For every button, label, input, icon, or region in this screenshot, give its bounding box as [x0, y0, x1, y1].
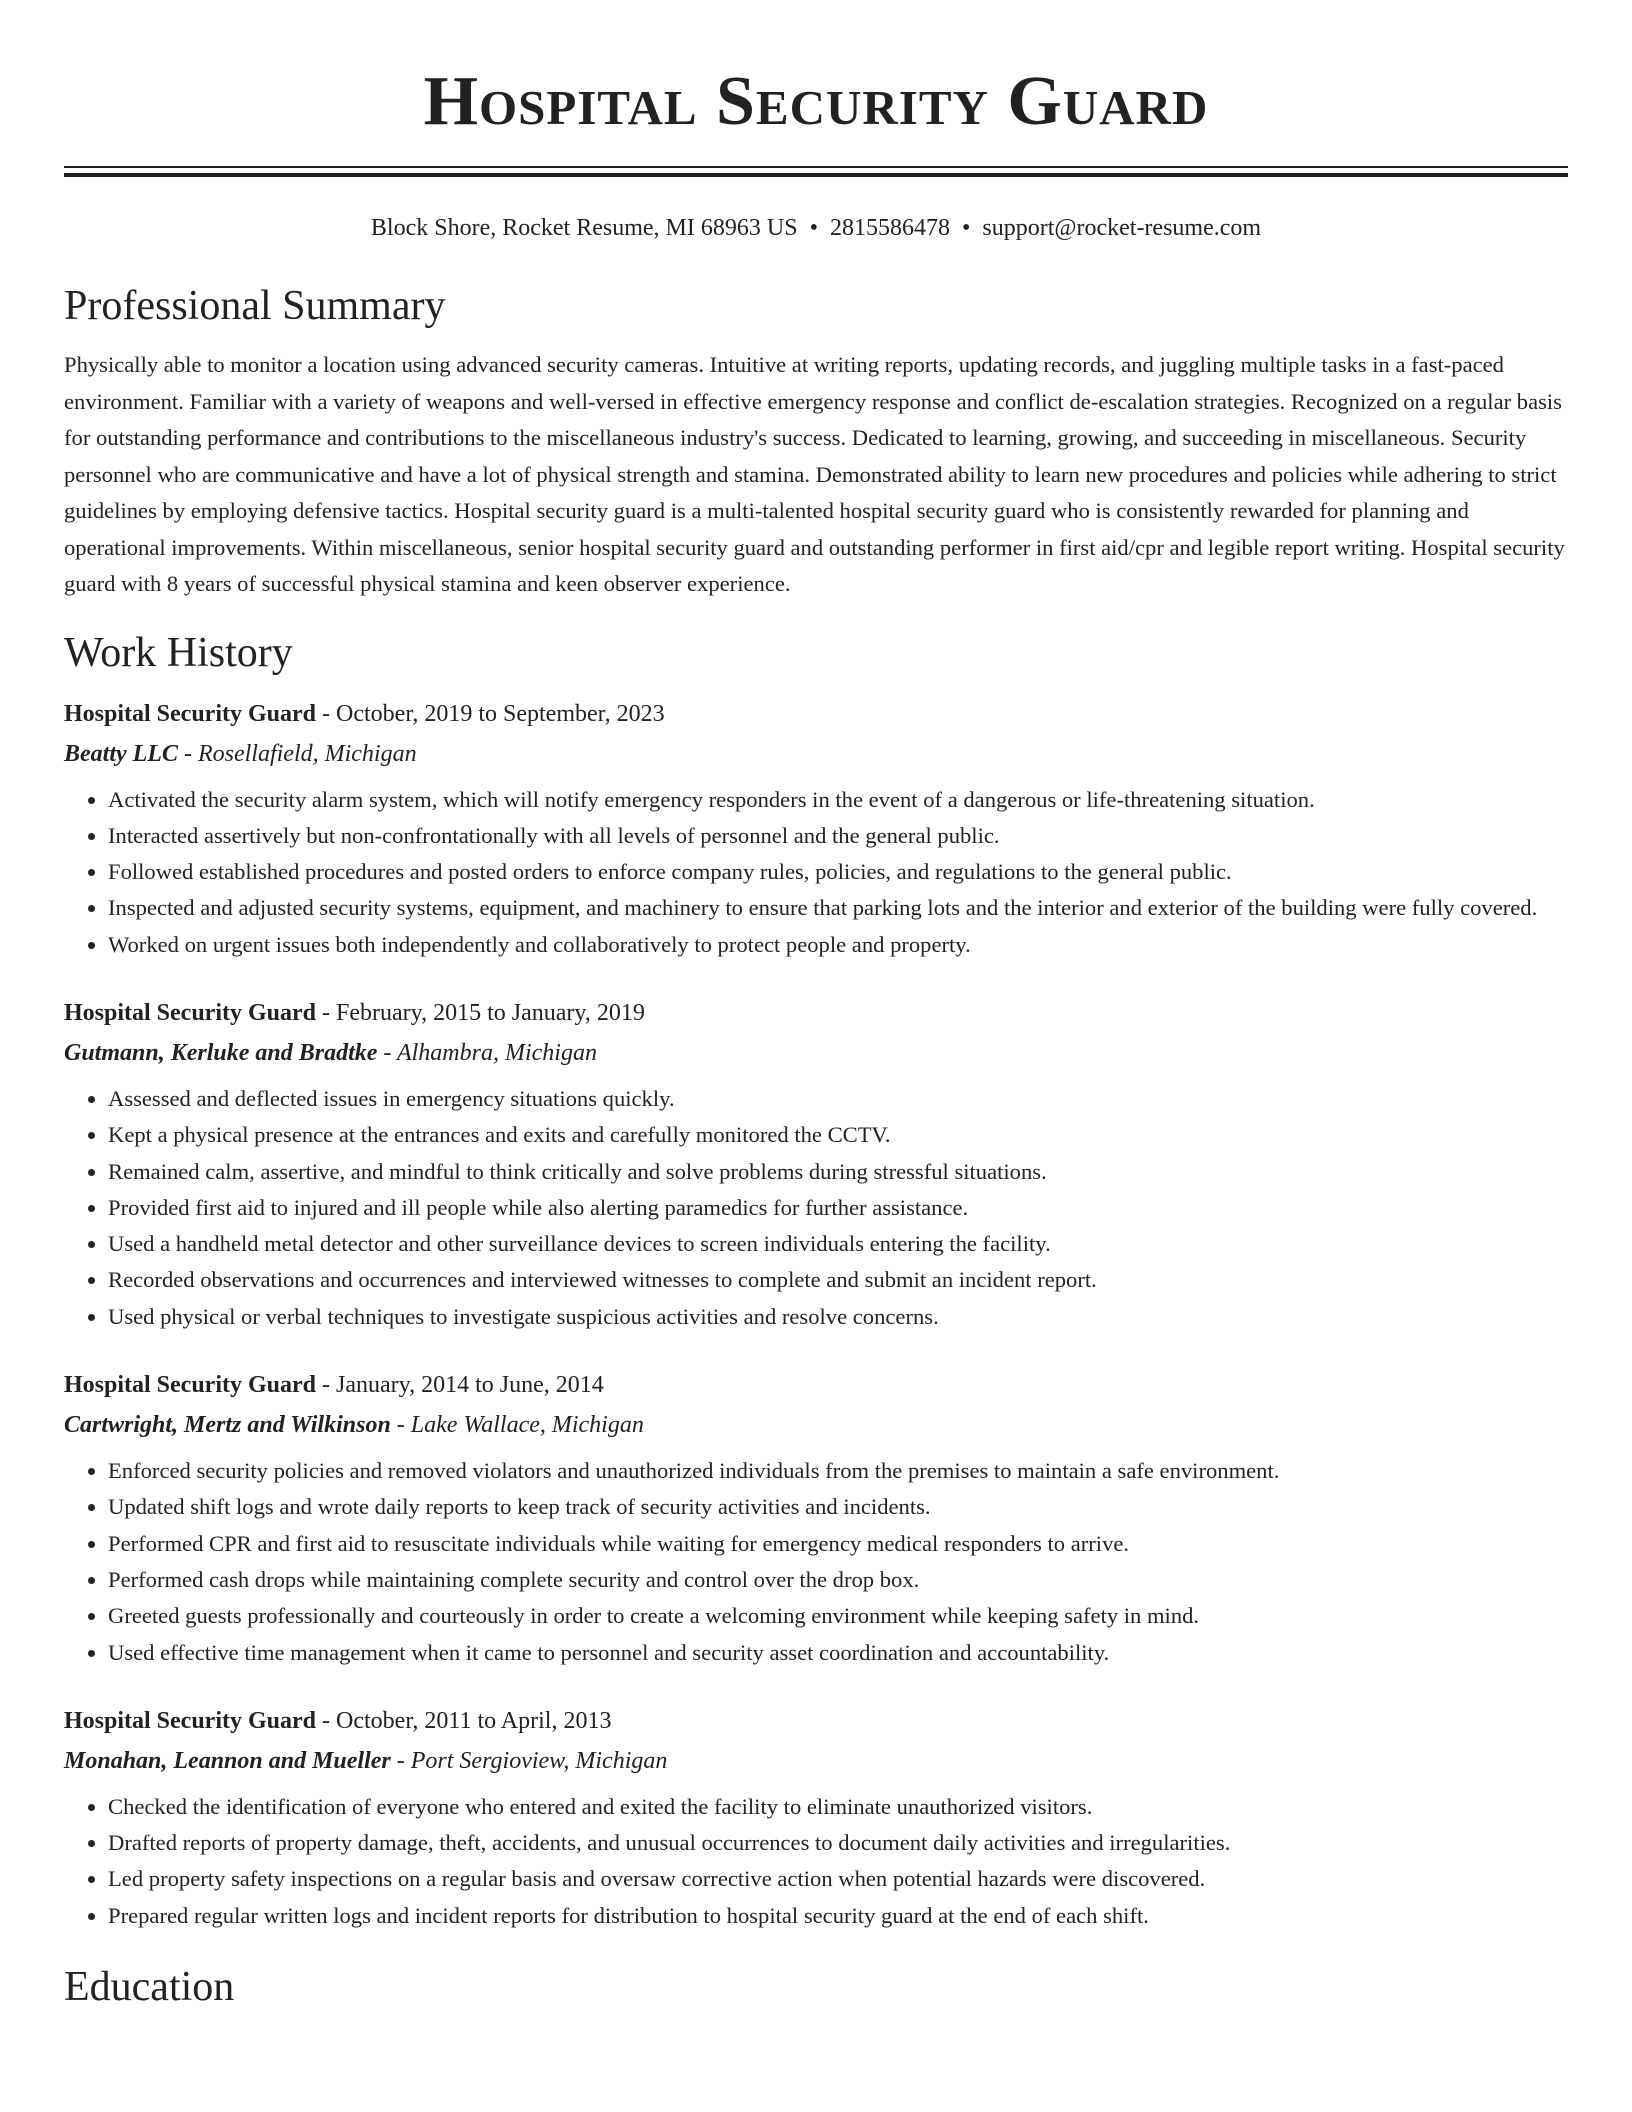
job-entry: [64, 1365, 1568, 1671]
duty-item: • Greeted guests professionally and courteously in order to create a welcoming environment while keeping safety in mind.: [108, 1598, 1568, 1634]
duty-item: • Remained calm, assertive, and mindful to think critically and solve problems during stressful situations.: [108, 1154, 1568, 1190]
duty-item: • Prepared regular written logs and incident reports for distribution to hospital security guard at the end of each shift.: [108, 1898, 1568, 1934]
contact-separator: •: [809, 215, 818, 241]
job-company: Beatty LLC: [64, 740, 178, 767]
duty-item: • Used physical or verbal techniques to investigate suspicious activities and resolve concerns.: [108, 1299, 1568, 1335]
duty-item: • Assessed and deflected issues in emergency situations quickly.: [108, 1081, 1568, 1117]
job-header: [64, 1701, 1568, 1741]
job-location: - Port Sergioview, Michigan: [390, 1747, 668, 1774]
job-employer: [64, 1741, 1568, 1781]
job-entry: [64, 694, 1568, 963]
contact-separator: •: [961, 215, 971, 241]
duty-item: • Enforced security policies and removed violators and unauthorized individuals from the premises to maintain a safe environment.: [108, 1453, 1568, 1489]
job-location: - Alhambra, Michigan: [377, 1039, 597, 1066]
job-role: Hospital Security Guard: [64, 1707, 317, 1734]
job-company: Cartwright, Mertz and Wilkinson: [64, 1412, 391, 1439]
duty-item: • Worked on urgent issues both independently and collaboratively to protect people and property.: [108, 927, 1568, 963]
job-company: Monahan, Leannon and Mueller: [64, 1747, 391, 1774]
job-location: - Rosellafield, Michigan: [177, 740, 417, 767]
job-role: Hospital Security Guard: [64, 700, 317, 727]
education-heading: Education: [64, 1964, 235, 2011]
duty-item: • Kept a physical presence at the entrances and exits and carefully monitored the CCTV.: [108, 1117, 1568, 1153]
summary-text: Physically able to monitor a location using advanced security cameras. Intuitive at writing reports, updating records, and juggling multiple tasks in a fast-paced environment. Familiar with a variety of weapons and well-versed in effective emergency response and conflict de-escalation strategies. Recognized on a regular basis for outstanding performance and contributions to the miscellaneous industry's success. Dedicated to learning, growing, and succeeding in miscellaneous. Security personnel who are communicative and have a lot of physical strength and stamina. Demonstrated ability to learn new procedures and policies while adhering to strict guidelines by employing defensive tactics. Hospital security guard is a multi-talented hospital security guard who is consistently rewarded for planning and operational improvements. Within miscellaneous, senior hospital security guard and outstanding performer in first aid/cpr and legible report writing. Hospital security guard with 8 years of successful physical stamina and keen observer experience.: [64, 352, 1565, 596]
job-duties: [64, 1453, 1568, 1671]
job-dates: - October, 2011 to April, 2013: [316, 1707, 612, 1734]
job-company: Gutmann, Kerluke and Bradtke: [64, 1039, 378, 1066]
duty-item: • Drafted reports of property damage, theft, accidents, and unusual occurrences to document daily activities and irregularities.: [108, 1825, 1568, 1861]
contact-line: [64, 213, 1568, 243]
job-dates: - February, 2015 to January, 2019: [316, 999, 645, 1026]
job-duties: [64, 782, 1568, 963]
resume-title: Hospital Security Guard: [423, 63, 1209, 140]
job-dates: - October, 2019 to September, 2023: [316, 700, 665, 727]
job-duties: [64, 1081, 1568, 1335]
duty-item: • Used a handheld metal detector and other surveillance devices to screen individuals entering the facility.: [108, 1226, 1568, 1262]
job-header: [64, 1365, 1568, 1405]
duty-item: • Activated the security alarm system, which will notify emergency responders in the event of a dangerous or life-threatening situation.: [108, 782, 1568, 818]
duty-item: • Updated shift logs and wrote daily reports to keep track of security activities and incidents.: [108, 1489, 1568, 1525]
duty-item: • Performed cash drops while maintaining complete security and control over the drop box.: [108, 1562, 1568, 1598]
duty-item: • Followed established procedures and posted orders to enforce company rules, policies, and regulations to the general public.: [108, 854, 1568, 890]
title-divider: [64, 166, 1568, 177]
duty-item: • Recorded observations and occurrences and interviewed witnesses to complete and submit an incident report.: [108, 1262, 1568, 1298]
contact-address: Block Shore, Rocket Resume, MI 68963 US: [370, 215, 798, 241]
duty-item: • Provided first aid to injured and ill people while also alerting paramedics for further assistance.: [108, 1190, 1568, 1226]
duty-item: • Used effective time management when it came to personnel and security asset coordination and accountability.: [108, 1635, 1568, 1671]
work-history-heading: Work History: [64, 629, 293, 676]
job-employer: [64, 1033, 1568, 1073]
job-employer: [64, 1405, 1568, 1445]
job-location: - Lake Wallace, Michigan: [390, 1412, 644, 1439]
duty-item: • Checked the identification of everyone who entered and exited the facility to eliminate unauthorized visitors.: [108, 1789, 1568, 1825]
summary-heading: Professional Summary: [64, 283, 446, 329]
job-header: [64, 993, 1568, 1033]
job-entry: [64, 1701, 1568, 1934]
job-dates: - January, 2014 to June, 2014: [316, 1372, 604, 1399]
duty-item: • Performed CPR and first aid to resuscitate individuals while waiting for emergency medical responders to arrive.: [108, 1526, 1568, 1562]
duty-item: • Led property safety inspections on a regular basis and oversaw corrective action when potential hazards were discovered.: [108, 1861, 1568, 1897]
duty-item: • Inspected and adjusted security systems, equipment, and machinery to ensure that parking lots and the interior and exterior of the building were fully covered.: [108, 890, 1568, 926]
duty-item: • Interacted assertively but non-confrontationally with all levels of personnel and the general public.: [108, 818, 1568, 854]
job-entry: [64, 993, 1568, 1335]
job-duties: [64, 1789, 1568, 1934]
job-role: Hospital Security Guard: [64, 999, 317, 1026]
job-role: Hospital Security Guard: [64, 1372, 317, 1399]
job-employer: [64, 734, 1568, 774]
contact-phone: 2815586478: [829, 215, 950, 241]
contact-email: support@rocket-resume.com: [982, 215, 1262, 241]
job-header: [64, 694, 1568, 734]
